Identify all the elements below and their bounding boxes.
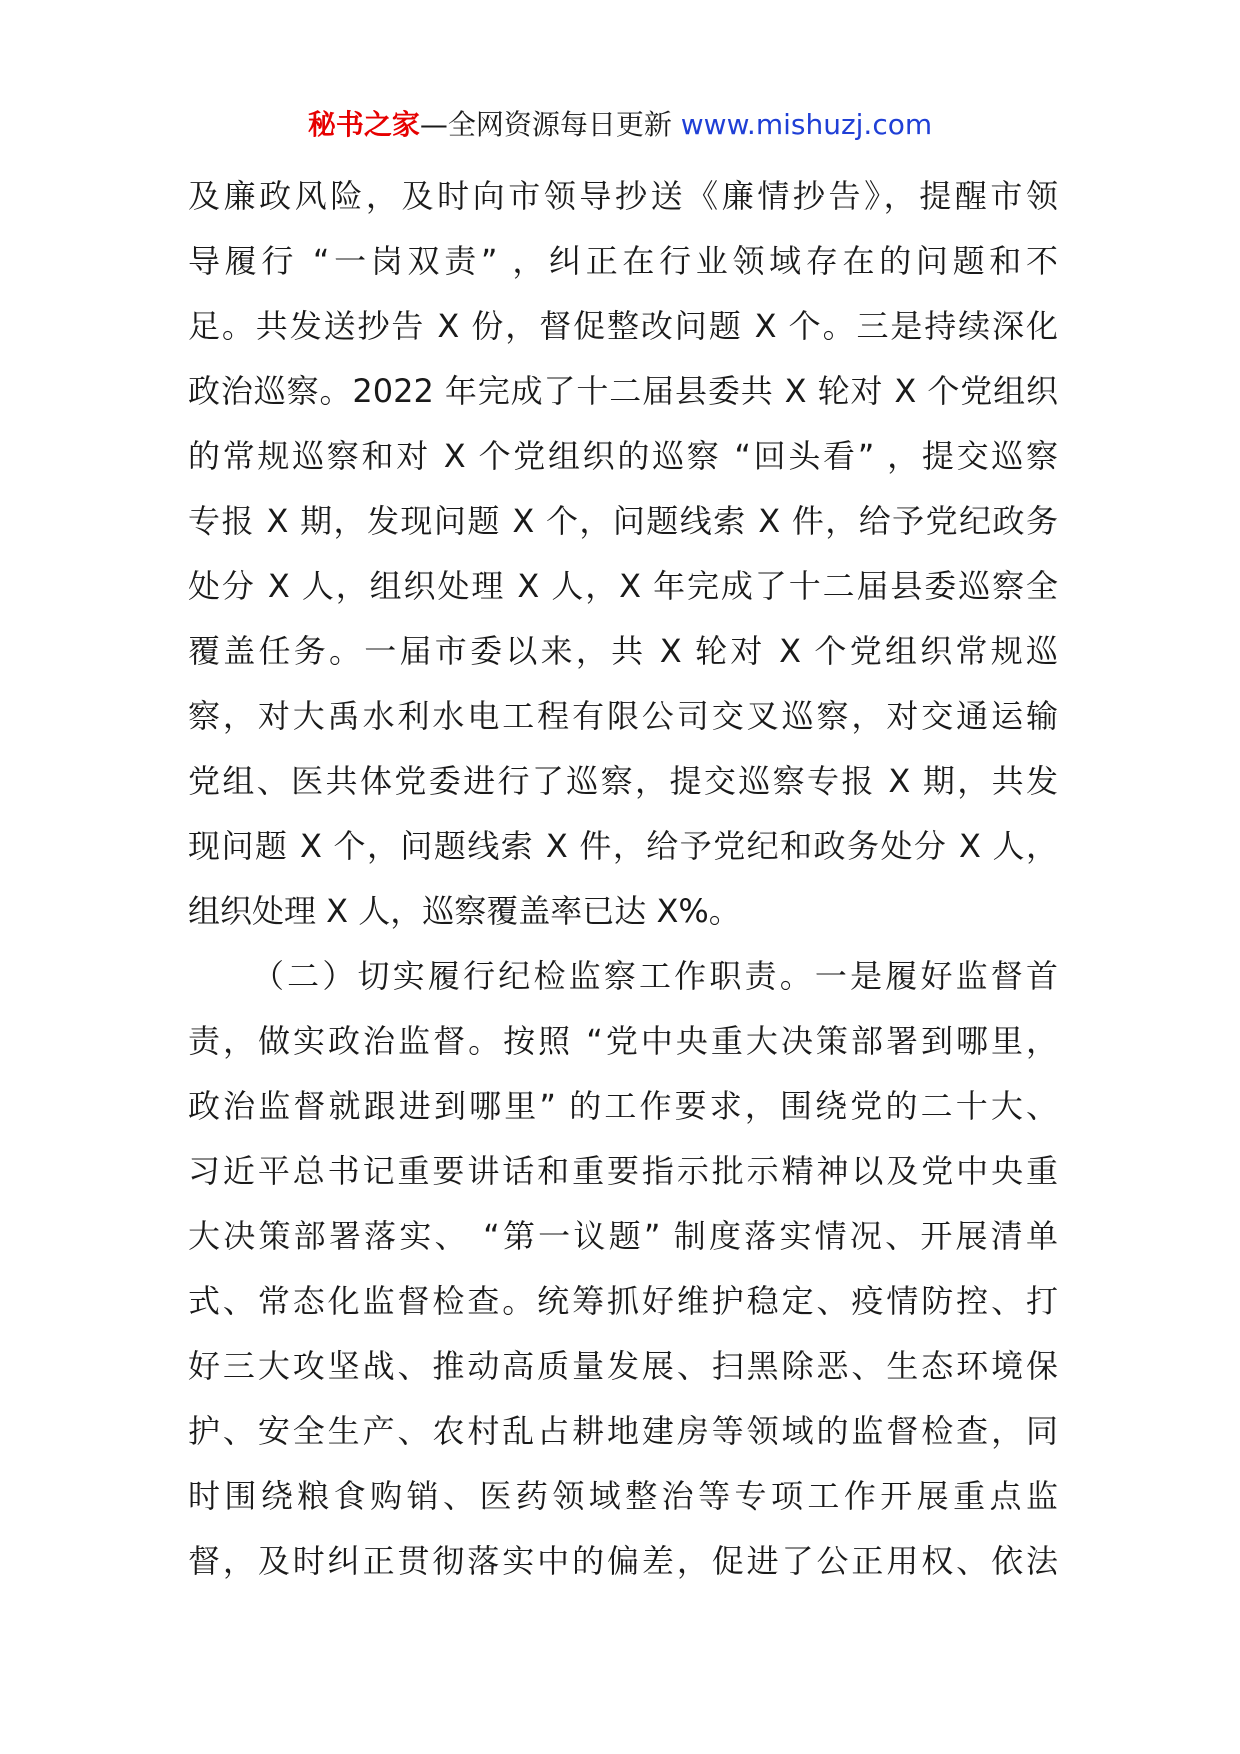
paragraph-end-line: 组织处理 X 人，巡察覆盖率已达 X%。: [188, 892, 741, 930]
body-line: 导履行 “一岗双责” ，纠正在行业领域存在的问题和不: [188, 242, 1058, 280]
body-line: 覆盖任务。一届市委以来，共 X 轮对 X 个党组织常规巡: [188, 632, 1058, 670]
body-line: 时围绕粮食购销、医药领域整治等专项工作开展重点监: [188, 1477, 1058, 1515]
body-line: 习近平总书记重要讲话和重要指示批示精神以及党中央重: [188, 1152, 1058, 1190]
body-line: 督，及时纠正贯彻落实中的偏差，促进了公正用权、依法: [188, 1542, 1058, 1580]
body-line: 足。共发送抄告 X 份，督促整改问题 X 个。三是持续深化: [188, 307, 1058, 345]
body-line: 好三大攻坚战、推动高质量发展、扫黑除恶、生态环境保: [188, 1347, 1058, 1385]
body-line: 护、安全生产、农村乱占耕地建房等领域的监督检查，同: [188, 1412, 1058, 1450]
body-line: 察，对大禹水利水电工程有限公司交叉巡察，对交通运输: [188, 697, 1058, 735]
brand-name: 秘书之家: [307, 108, 420, 141]
body-line: 式、常态化监督检查。统筹抓好维护稳定、疫情防控、打: [188, 1282, 1058, 1320]
body-line: 党组、医共体党委进行了巡察，提交巡察专报 X 期，共发: [188, 762, 1058, 800]
body-line: 现问题 X 个，问题线索 X 件，给予党纪和政务处分 X 人，: [188, 827, 1058, 865]
header-tagline: —全网资源每日更新: [419, 108, 681, 141]
body-line: 大决策部署落实、 “第一议题” 制度落实情况、开展清单: [188, 1217, 1058, 1255]
document-body: [188, 164, 1058, 1594]
body-line: 及廉政风险，及时向市领导抄送《廉情抄告》，提醒市领: [188, 177, 1058, 215]
body-line: 处分 X 人，组织处理 X 人，X 年完成了十二届县委巡察全: [188, 567, 1058, 605]
body-line: 的常规巡察和对 X 个党组织的巡察 “回头看” ，提交巡察: [188, 437, 1058, 475]
site-url-link[interactable]: www.mishuzj.com: [680, 108, 933, 141]
body-line: 政治监督就跟进到哪里” 的工作要求，围绕党的二十大、: [188, 1087, 1058, 1125]
body-line: 责，做实政治监督。按照 “党中央重大决策部署到哪里，: [188, 1022, 1058, 1060]
site-header: [0, 100, 1240, 150]
body-line: 政治巡察。2022 年完成了十二届县委共 X 轮对 X 个党组织: [188, 372, 1058, 410]
body-line: 专报 X 期，发现问题 X 个，问题线索 X 件，给予党纪政务: [188, 502, 1058, 540]
section-heading-line: （二）切实履行纪检监察工作职责。一是履好监督首: [252, 957, 1058, 995]
